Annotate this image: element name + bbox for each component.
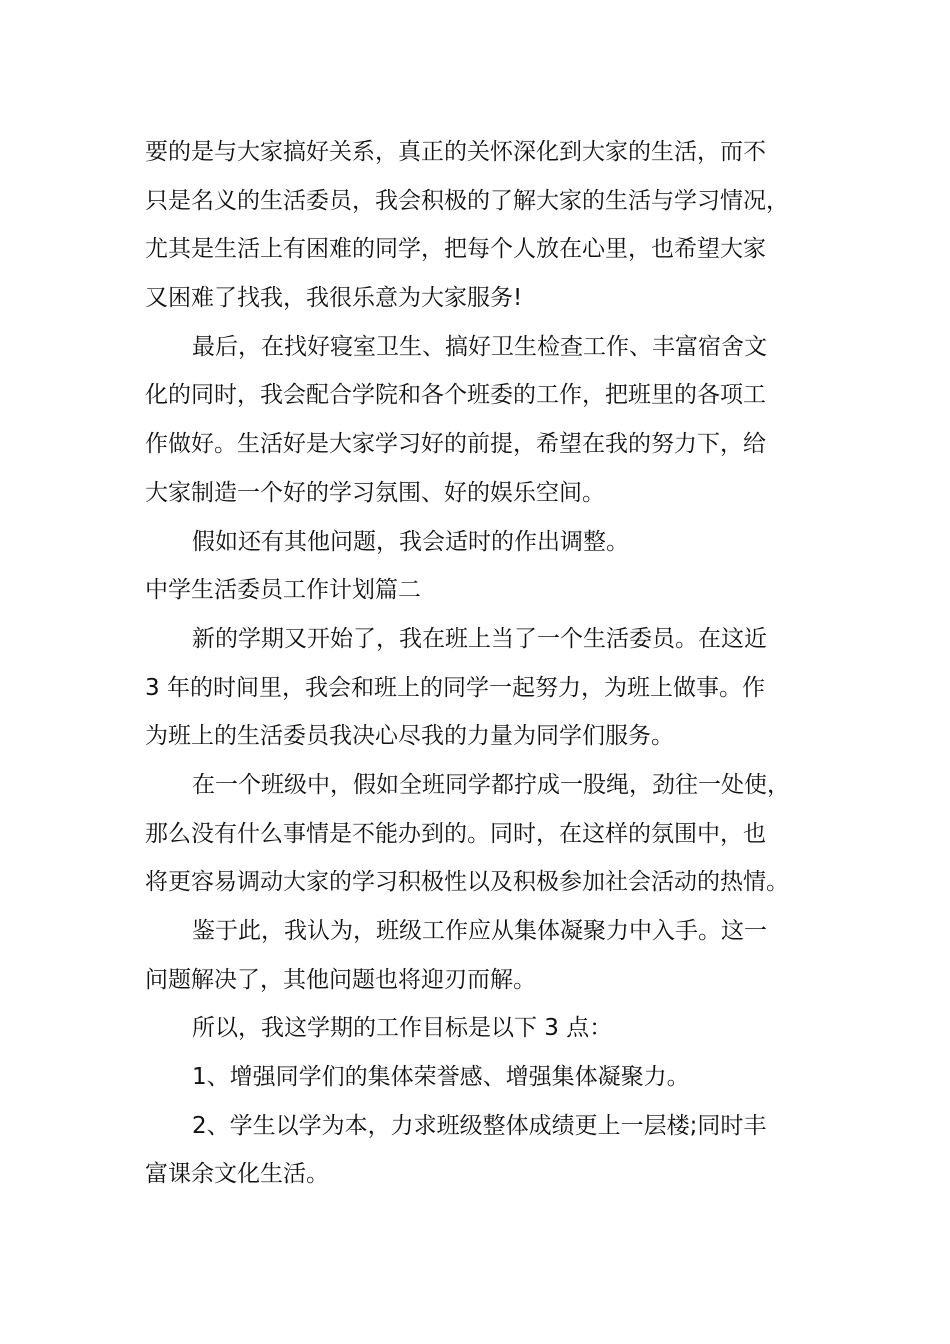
text-line: 富课余文化生活。 bbox=[145, 1161, 329, 1188]
text-line: 只是名义的生活委员，我会积极的了解大家的生活与学习情况， bbox=[145, 187, 789, 214]
text-line: 3 年的时间里，我会和班上的同学一起努力，为班上做事。作 bbox=[145, 674, 765, 701]
text-line: 作做好。生活好是大家学习好的前提，希望在我的努力下，给 bbox=[145, 431, 766, 458]
list-item: 1、增强同学们的集体荣誉感、增强集体凝聚力。 bbox=[192, 1064, 690, 1091]
text-line: 化的同时，我会配合学院和各个班委的工作，把班里的各项工 bbox=[145, 382, 766, 409]
document-body bbox=[145, 128, 825, 1199]
section-heading: 中学生活委员工作计划篇二 bbox=[145, 577, 421, 604]
paragraph-first-line: 鉴于此，我认为，班级工作应从集体凝聚力中入手。这一 bbox=[192, 918, 767, 944]
paragraph-first-line: 假如还有其他问题，我会适时的作出调整。 bbox=[192, 528, 629, 555]
text-line: 要的是与大家搞好关系，真正的关怀深化到大家的生活，而不 bbox=[145, 139, 766, 165]
text-line: 大家制造一个好的学习氛围、好的娱乐空间。 bbox=[145, 479, 605, 506]
text-line: 尤其是生活上有困难的同学，把每个人放在心里，也希望大家 bbox=[145, 236, 766, 263]
paragraph-first-line: 新的学期又开始了，我在班上当了一个生活委员。在这近 bbox=[192, 625, 767, 652]
paragraph-first-line: 最后，在找好寝室卫生、搞好卫生检查工作、丰富宿舍文 bbox=[192, 333, 767, 360]
text-line: 那么没有什么事情是不能办到的。同时，在这样的氛围中，也 bbox=[145, 820, 766, 847]
text-line: 为班上的生活委员我决心尽我的力量为同学们服务。 bbox=[145, 723, 674, 750]
list-item: 2、学生以学为本，力求班级整体成绩更上一层楼;同时丰 bbox=[192, 1112, 767, 1139]
text-line: 问题解决了，其他问题也将迎刃而解。 bbox=[145, 966, 536, 993]
paragraph-first-line: 所以，我这学期的工作目标是以下 3 点： bbox=[192, 1015, 613, 1042]
text-line: 将更容易调动大家的学习积极性以及积极参加社会活动的热情。 bbox=[145, 869, 789, 896]
text-line: 又困难了找我，我很乐意为大家服务! bbox=[145, 285, 523, 312]
paragraph-first-line: 在一个班级中，假如全班同学都拧成一股绳，劲往一处使， bbox=[192, 771, 790, 798]
